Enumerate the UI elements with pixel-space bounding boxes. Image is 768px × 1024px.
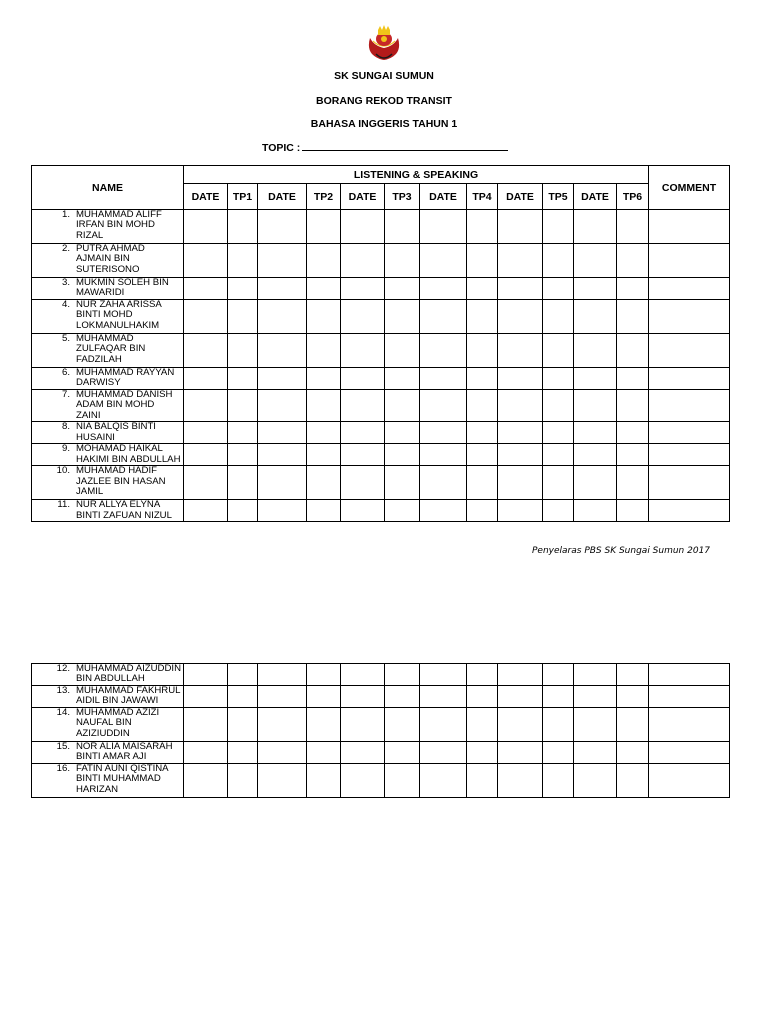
- date-column-header: DATE: [184, 184, 228, 210]
- tp-cell[interactable]: [228, 664, 258, 686]
- tp-cell[interactable]: [307, 500, 341, 522]
- tp-cell[interactable]: [307, 210, 341, 244]
- date-cell[interactable]: [498, 368, 543, 390]
- student-name: MUHAMMAD AZIZI NAUFAL BIN AZIZIUDDIN: [76, 707, 160, 739]
- date-cell[interactable]: [498, 422, 543, 444]
- date-cell[interactable]: [341, 686, 385, 708]
- student-name-cell: [32, 244, 184, 278]
- tp-cell[interactable]: [307, 368, 341, 390]
- student-name: MUHAMMAD ALIFF IRFAN BIN MOHD RIZAL: [76, 209, 162, 241]
- date-column-header: DATE: [258, 184, 307, 210]
- tp-cell[interactable]: [467, 210, 498, 244]
- tp-cell[interactable]: [307, 278, 341, 300]
- tp-cell[interactable]: [543, 664, 574, 686]
- date-cell[interactable]: [258, 708, 307, 742]
- student-number: 3.: [61, 277, 70, 288]
- date-column-header: DATE: [341, 184, 385, 210]
- date-cell[interactable]: [184, 368, 228, 390]
- student-name: MUHAMMAD FAKHRUL AIDIL BIN JAWAWI: [76, 685, 181, 707]
- footer-note: Penyelaras PBS SK Sungai Sumun 2017: [532, 546, 711, 556]
- tp-cell[interactable]: [467, 244, 498, 278]
- date-cell[interactable]: [341, 444, 385, 466]
- tp-cell[interactable]: [385, 742, 420, 764]
- student-name: MUHAMAD HADIF JAZLEE BIN HASAN JAMIL: [76, 465, 166, 498]
- date-cell[interactable]: [258, 444, 307, 466]
- student-number: 12.: [56, 663, 70, 674]
- student-number: 16.: [56, 763, 70, 774]
- tp-cell[interactable]: [617, 664, 649, 686]
- date-cell[interactable]: [184, 764, 228, 798]
- tp-cell[interactable]: [228, 300, 258, 334]
- table-row: [32, 334, 730, 368]
- tp-cell[interactable]: [467, 686, 498, 708]
- tp-cell[interactable]: [543, 764, 574, 798]
- date-cell[interactable]: [498, 444, 543, 466]
- student-name: NUR ALLYA ELYNA BINTI ZAFUAN NIZUL: [76, 499, 172, 521]
- date-cell[interactable]: [574, 422, 617, 444]
- student-number: 9.: [61, 443, 70, 455]
- tp-cell[interactable]: [307, 708, 341, 742]
- date-cell[interactable]: [184, 686, 228, 708]
- tp-cell[interactable]: [307, 334, 341, 368]
- student-name: MUKMIN SOLEH BIN MAWARIDI: [76, 277, 169, 299]
- date-cell[interactable]: [258, 466, 307, 500]
- date-cell[interactable]: [184, 444, 228, 466]
- date-column-header: DATE: [498, 184, 543, 210]
- date-cell[interactable]: [341, 300, 385, 334]
- tp-cell[interactable]: [307, 466, 341, 500]
- tp-cell[interactable]: [617, 278, 649, 300]
- form-title: BORANG REKOD TRANSIT: [316, 95, 452, 107]
- student-name: MUHAMMAD RAYYAN DARWISY: [76, 367, 175, 389]
- date-cell[interactable]: [184, 300, 228, 334]
- comment-cell[interactable]: [649, 764, 730, 798]
- tp-cell[interactable]: [543, 708, 574, 742]
- tp-cell[interactable]: [228, 500, 258, 522]
- student-name-cell: [32, 500, 184, 522]
- tp-cell[interactable]: [307, 686, 341, 708]
- tp-column-header: TP5: [543, 184, 574, 210]
- tp-cell[interactable]: [228, 444, 258, 466]
- comment-cell[interactable]: [649, 368, 730, 390]
- comment-cell[interactable]: [649, 686, 730, 708]
- date-cell[interactable]: [420, 500, 467, 522]
- table-row: [32, 444, 730, 466]
- tp-cell[interactable]: [543, 686, 574, 708]
- date-cell[interactable]: [420, 466, 467, 500]
- tp-cell[interactable]: [385, 300, 420, 334]
- date-cell[interactable]: [420, 368, 467, 390]
- tp-cell[interactable]: [617, 390, 649, 422]
- tp-cell[interactable]: [617, 466, 649, 500]
- date-cell[interactable]: [498, 500, 543, 522]
- date-cell[interactable]: [420, 664, 467, 686]
- comment-cell[interactable]: [649, 708, 730, 742]
- topic-label: TOPIC :: [262, 142, 301, 154]
- date-cell[interactable]: [184, 278, 228, 300]
- date-cell[interactable]: [184, 210, 228, 244]
- date-cell[interactable]: [258, 422, 307, 444]
- tp-cell[interactable]: [228, 422, 258, 444]
- date-cell[interactable]: [341, 368, 385, 390]
- date-cell[interactable]: [574, 334, 617, 368]
- tp-cell[interactable]: [385, 466, 420, 500]
- topic-blank-line[interactable]: [302, 142, 508, 151]
- tp-cell[interactable]: [385, 500, 420, 522]
- date-cell[interactable]: [498, 466, 543, 500]
- date-cell[interactable]: [420, 390, 467, 422]
- date-cell[interactable]: [341, 210, 385, 244]
- date-cell[interactable]: [258, 244, 307, 278]
- table-row: [32, 742, 730, 764]
- date-cell[interactable]: [341, 278, 385, 300]
- date-cell[interactable]: [498, 244, 543, 278]
- date-cell[interactable]: [184, 390, 228, 422]
- tp-cell[interactable]: [543, 210, 574, 244]
- date-cell[interactable]: [498, 664, 543, 686]
- date-cell[interactable]: [420, 244, 467, 278]
- table-row: [32, 300, 730, 334]
- date-cell[interactable]: [258, 210, 307, 244]
- tp-cell[interactable]: [228, 686, 258, 708]
- tp-cell[interactable]: [228, 390, 258, 422]
- date-cell[interactable]: [498, 708, 543, 742]
- date-cell[interactable]: [420, 708, 467, 742]
- student-number: 2.: [61, 243, 70, 254]
- tp-cell[interactable]: [543, 500, 574, 522]
- date-cell[interactable]: [420, 300, 467, 334]
- student-name-cell: [32, 390, 184, 422]
- tp-cell[interactable]: [385, 422, 420, 444]
- comment-cell[interactable]: [649, 444, 730, 466]
- tp-cell[interactable]: [228, 368, 258, 390]
- student-name: MOHAMAD HAIKAL HAKIMI BIN ABDULLAH: [76, 443, 181, 465]
- student-number: 8.: [61, 421, 70, 433]
- date-cell[interactable]: [420, 742, 467, 764]
- tp-cell[interactable]: [307, 390, 341, 422]
- tp-cell[interactable]: [617, 422, 649, 444]
- date-cell[interactable]: [498, 764, 543, 798]
- student-number: 4.: [61, 299, 70, 310]
- topic-field: [262, 142, 508, 154]
- school-crest-logo: [366, 24, 402, 62]
- name-column-header: NAME: [32, 166, 184, 210]
- tp-cell[interactable]: [467, 278, 498, 300]
- student-name: MUHAMMAD AIZUDDIN BIN ABDULLAH: [76, 663, 181, 685]
- tp-cell[interactable]: [543, 422, 574, 444]
- tp-cell[interactable]: [307, 742, 341, 764]
- tp-cell[interactable]: [385, 764, 420, 798]
- tp-cell[interactable]: [467, 300, 498, 334]
- date-cell[interactable]: [420, 210, 467, 244]
- tp-cell[interactable]: [543, 390, 574, 422]
- student-name-cell: [32, 368, 184, 390]
- tp-cell[interactable]: [543, 244, 574, 278]
- tp-cell[interactable]: [617, 764, 649, 798]
- tp-cell[interactable]: [467, 708, 498, 742]
- tp-cell[interactable]: [228, 466, 258, 500]
- date-cell[interactable]: [498, 686, 543, 708]
- student-name-cell: [32, 686, 184, 708]
- date-cell[interactable]: [498, 742, 543, 764]
- record-table-page-1: [31, 165, 730, 522]
- date-cell[interactable]: [574, 210, 617, 244]
- date-cell[interactable]: [341, 500, 385, 522]
- student-name: FATIN AUNI QISTINA BINTI MUHAMMAD HARIZAN: [76, 763, 169, 795]
- tp-cell[interactable]: [467, 368, 498, 390]
- date-cell[interactable]: [574, 300, 617, 334]
- tp-column-header: TP4: [467, 184, 498, 210]
- date-cell[interactable]: [420, 686, 467, 708]
- tp-cell[interactable]: [467, 742, 498, 764]
- student-number: 15.: [56, 741, 70, 752]
- comment-cell[interactable]: [649, 390, 730, 422]
- table-row: [32, 500, 730, 522]
- tp-cell[interactable]: [385, 686, 420, 708]
- tp-cell[interactable]: [543, 444, 574, 466]
- student-name-cell: [32, 422, 184, 444]
- table-row: [32, 708, 730, 742]
- date-cell[interactable]: [574, 244, 617, 278]
- tp-cell[interactable]: [543, 278, 574, 300]
- table-row: [32, 278, 730, 300]
- comment-cell[interactable]: [649, 466, 730, 500]
- table-row: [32, 664, 730, 686]
- tp-cell[interactable]: [307, 444, 341, 466]
- student-number: 14.: [56, 707, 70, 718]
- tp-cell[interactable]: [617, 334, 649, 368]
- listening-speaking-header: LISTENING & SPEAKING: [184, 166, 649, 184]
- tp-cell[interactable]: [617, 500, 649, 522]
- date-cell[interactable]: [420, 444, 467, 466]
- date-cell[interactable]: [341, 764, 385, 798]
- date-cell[interactable]: [258, 300, 307, 334]
- student-name: NIA BALQIS BINTI HUSAINI: [76, 421, 156, 443]
- table-row: [32, 390, 730, 422]
- tp-cell[interactable]: [228, 244, 258, 278]
- date-cell[interactable]: [574, 764, 617, 798]
- table-row: [32, 368, 730, 390]
- comment-column-header: COMMENT: [649, 166, 730, 210]
- student-name-cell: [32, 708, 184, 742]
- table-row: [32, 422, 730, 444]
- table-row: [32, 764, 730, 798]
- date-cell[interactable]: [420, 422, 467, 444]
- tp-cell[interactable]: [467, 466, 498, 500]
- date-cell[interactable]: [574, 686, 617, 708]
- date-cell[interactable]: [258, 500, 307, 522]
- school-name: SK SUNGAI SUMUN: [334, 70, 434, 82]
- date-cell[interactable]: [574, 390, 617, 422]
- tp-column-header: TP6: [617, 184, 649, 210]
- student-name: MUHAMMAD DANISH ADAM BIN MOHD ZAINI: [76, 389, 173, 421]
- tp-cell[interactable]: [543, 334, 574, 368]
- comment-cell[interactable]: [649, 300, 730, 334]
- tp-cell[interactable]: [228, 764, 258, 798]
- student-name-cell: [32, 664, 184, 686]
- date-cell[interactable]: [341, 742, 385, 764]
- tp-cell[interactable]: [385, 390, 420, 422]
- tp-column-header: TP1: [228, 184, 258, 210]
- tp-cell[interactable]: [385, 334, 420, 368]
- student-name: NUR ZAHA ARISSA BINTI MOHD LOKMANULHAKIM: [76, 299, 162, 331]
- tp-cell[interactable]: [307, 300, 341, 334]
- subject-title: BAHASA INGGERIS TAHUN 1: [310, 118, 458, 130]
- table-row: [32, 466, 730, 500]
- student-name-cell: [32, 764, 184, 798]
- tp-cell[interactable]: [467, 500, 498, 522]
- tp-cell[interactable]: [385, 664, 420, 686]
- date-cell[interactable]: [574, 708, 617, 742]
- tp-cell[interactable]: [228, 708, 258, 742]
- tp-column-header: TP2: [307, 184, 341, 210]
- date-cell[interactable]: [574, 664, 617, 686]
- student-number: 10.: [56, 465, 70, 477]
- date-cell[interactable]: [184, 664, 228, 686]
- tp-cell[interactable]: [617, 210, 649, 244]
- tp-cell[interactable]: [228, 210, 258, 244]
- student-name-cell: [32, 444, 184, 466]
- tp-cell[interactable]: [385, 368, 420, 390]
- tp-cell[interactable]: [617, 300, 649, 334]
- tp-cell[interactable]: [467, 422, 498, 444]
- comment-cell[interactable]: [649, 278, 730, 300]
- student-name-cell: [32, 334, 184, 368]
- student-number: 7.: [61, 389, 70, 400]
- student-name-cell: [32, 278, 184, 300]
- date-cell[interactable]: [184, 500, 228, 522]
- student-name: MUHAMMAD ZULFAQAR BIN FADZILAH: [76, 333, 146, 365]
- table-row: [32, 686, 730, 708]
- date-cell[interactable]: [498, 210, 543, 244]
- date-cell[interactable]: [258, 764, 307, 798]
- tp-cell[interactable]: [385, 210, 420, 244]
- comment-cell[interactable]: [649, 244, 730, 278]
- tp-cell[interactable]: [385, 444, 420, 466]
- date-cell[interactable]: [498, 278, 543, 300]
- date-cell[interactable]: [498, 300, 543, 334]
- date-cell[interactable]: [258, 368, 307, 390]
- date-cell[interactable]: [258, 742, 307, 764]
- student-number: 11.: [57, 499, 70, 511]
- tp-cell[interactable]: [617, 742, 649, 764]
- date-cell[interactable]: [341, 466, 385, 500]
- student-name: PUTRA AHMAD AJMAIN BIN SUTERISONO: [76, 243, 145, 275]
- tp-cell[interactable]: [617, 708, 649, 742]
- date-cell[interactable]: [498, 390, 543, 422]
- tp-cell[interactable]: [307, 664, 341, 686]
- date-column-header: DATE: [574, 184, 617, 210]
- date-cell[interactable]: [498, 334, 543, 368]
- comment-cell[interactable]: [649, 422, 730, 444]
- tp-cell[interactable]: [307, 422, 341, 444]
- date-cell[interactable]: [184, 742, 228, 764]
- date-cell[interactable]: [184, 466, 228, 500]
- tp-cell[interactable]: [467, 444, 498, 466]
- date-cell[interactable]: [341, 422, 385, 444]
- date-cell[interactable]: [341, 244, 385, 278]
- student-number: 1.: [61, 209, 70, 220]
- student-number: 13.: [56, 685, 70, 696]
- date-cell[interactable]: [258, 278, 307, 300]
- date-cell[interactable]: [574, 368, 617, 390]
- date-cell[interactable]: [420, 334, 467, 368]
- tp-cell[interactable]: [467, 664, 498, 686]
- student-name-cell: [32, 210, 184, 244]
- tp-cell[interactable]: [467, 764, 498, 798]
- tp-cell[interactable]: [543, 742, 574, 764]
- tp-cell[interactable]: [228, 278, 258, 300]
- comment-cell[interactable]: [649, 210, 730, 244]
- tp-column-header: TP3: [385, 184, 420, 210]
- date-cell[interactable]: [341, 334, 385, 368]
- tp-cell[interactable]: [385, 708, 420, 742]
- tp-cell[interactable]: [228, 742, 258, 764]
- date-cell[interactable]: [420, 764, 467, 798]
- table-row: [32, 244, 730, 278]
- tp-cell[interactable]: [467, 334, 498, 368]
- tp-cell[interactable]: [617, 244, 649, 278]
- student-name-cell: [32, 466, 184, 500]
- date-cell[interactable]: [341, 390, 385, 422]
- date-cell[interactable]: [574, 278, 617, 300]
- date-cell[interactable]: [341, 664, 385, 686]
- table-row: [32, 210, 730, 244]
- date-cell[interactable]: [184, 244, 228, 278]
- date-cell[interactable]: [341, 708, 385, 742]
- date-cell[interactable]: [258, 334, 307, 368]
- date-cell[interactable]: [184, 422, 228, 444]
- date-cell[interactable]: [574, 500, 617, 522]
- date-cell[interactable]: [574, 742, 617, 764]
- comment-cell[interactable]: [649, 334, 730, 368]
- tp-cell[interactable]: [543, 300, 574, 334]
- student-name: NOR ALIA MAISARAH BINTI AMAR AJI: [76, 741, 173, 763]
- date-cell[interactable]: [184, 334, 228, 368]
- date-cell[interactable]: [574, 444, 617, 466]
- tp-cell[interactable]: [543, 368, 574, 390]
- tp-cell[interactable]: [228, 334, 258, 368]
- tp-cell[interactable]: [467, 390, 498, 422]
- record-table-page-2: [31, 663, 730, 798]
- student-number: 5.: [61, 333, 70, 344]
- tp-cell[interactable]: [307, 764, 341, 798]
- comment-cell[interactable]: [649, 500, 730, 522]
- date-cell[interactable]: [258, 686, 307, 708]
- date-cell[interactable]: [258, 664, 307, 686]
- tp-cell[interactable]: [307, 244, 341, 278]
- date-cell[interactable]: [574, 466, 617, 500]
- tp-cell[interactable]: [385, 244, 420, 278]
- comment-cell[interactable]: [649, 664, 730, 686]
- student-name-cell: [32, 742, 184, 764]
- tp-cell[interactable]: [617, 444, 649, 466]
- date-cell[interactable]: [420, 278, 467, 300]
- tp-cell[interactable]: [617, 368, 649, 390]
- tp-cell[interactable]: [543, 466, 574, 500]
- tp-cell[interactable]: [385, 278, 420, 300]
- date-cell[interactable]: [184, 708, 228, 742]
- date-column-header: DATE: [420, 184, 467, 210]
- student-number: 6.: [61, 367, 70, 378]
- date-cell[interactable]: [258, 390, 307, 422]
- tp-cell[interactable]: [617, 686, 649, 708]
- comment-cell[interactable]: [649, 742, 730, 764]
- student-name-cell: [32, 300, 184, 334]
